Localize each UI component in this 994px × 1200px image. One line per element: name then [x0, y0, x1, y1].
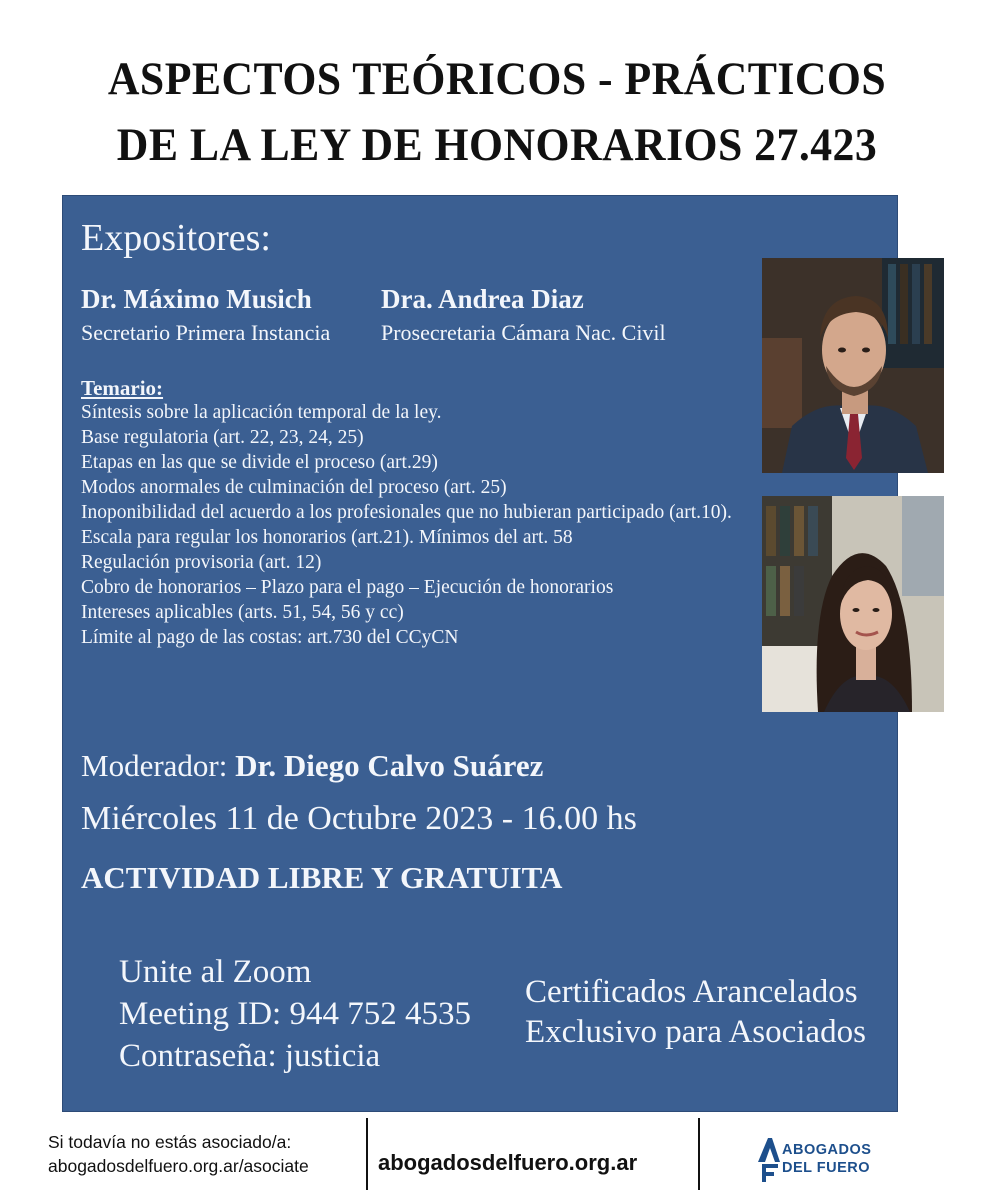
speaker1-role: Secretario Primera Instancia	[81, 320, 331, 345]
footer-asociate-link[interactable]: abogadosdelfuero.org.ar/asociate	[48, 1156, 309, 1176]
temario-item: Cobro de honorarios – Plazo para el pago – Ejecución de honorarios	[81, 577, 614, 598]
certificados-line2: Exclusivo para Asociados	[525, 1014, 866, 1050]
moderador-line	[81, 748, 543, 784]
speaker1-photo	[762, 258, 944, 473]
temario-item: Regulación provisoria (art. 12)	[81, 552, 322, 573]
zoom-password: Contraseña: justicia	[119, 1038, 381, 1074]
temario-item: Intereses aplicables (arts. 51, 54, 56 y cc)	[81, 602, 404, 623]
logo-text-line2: DEL FUERO	[782, 1160, 871, 1176]
speaker2-photo	[762, 496, 944, 712]
temario-list	[81, 400, 745, 650]
moderador-label: Moderador:	[81, 748, 228, 783]
speaker2-name: Dra. Andrea Diaz	[381, 284, 584, 314]
footer-asociado-prompt: Si todavía no estás asociado/a:	[48, 1132, 292, 1152]
speaker2-role: Prosecretaria Cámara Nac. Civil	[381, 320, 666, 345]
certificados-line1: Certificados Arancelados	[525, 974, 858, 1010]
zoom-meeting-id: Meeting ID: 944 752 4535	[119, 996, 471, 1032]
temario-item: Límite al pago de las costas: art.730 del CCyCN	[81, 627, 459, 648]
logo-text-line1: ABOGADOS	[782, 1142, 872, 1158]
footer-divider-right	[698, 1118, 700, 1190]
actividad-libre: ACTIVIDAD LIBRE Y GRATUITA	[81, 860, 563, 895]
footer-divider-left	[366, 1118, 368, 1190]
temario-item: Síntesis sobre la aplicación temporal de la ley.	[81, 402, 442, 423]
footer-website-link[interactable]: abogadosdelfuero.org.ar	[378, 1150, 638, 1175]
af-monogram-icon	[756, 1136, 782, 1184]
speaker1-name: Dr. Máximo Musich	[81, 284, 312, 314]
temario-item: Modos anormales de culminación del proceso (art. 25)	[81, 477, 507, 498]
zoom-invite: Unite al Zoom	[119, 954, 312, 990]
temario-item: Base regulatoria (art. 22, 23, 24, 25)	[81, 427, 364, 448]
temario-item: Escala para regular los honorarios (art.21). Mínimos del art. 58	[81, 527, 573, 548]
abogados-del-fuero-logo	[756, 1136, 896, 1184]
event-title-line2: DE LA LEY DE HONORARIOS 27.423	[116, 119, 878, 171]
event-date: Miércoles 11 de Octubre 2023 - 16.00 hs	[81, 800, 637, 837]
temario-item: Inoponibilidad del acuerdo a los profesionales que no hubieran participado (art.10).	[81, 502, 732, 523]
temario-heading: Temario:	[81, 376, 164, 400]
moderador-name: Dr. Diego Calvo Suárez	[235, 748, 544, 783]
expositores-heading: Expositores:	[81, 217, 271, 259]
temario-item: Etapas en las que se divide el proceso (art.29)	[81, 452, 438, 473]
event-title-line1: ASPECTOS TEÓRICOS - PRÁCTICOS	[107, 53, 887, 105]
footer	[0, 1112, 994, 1200]
